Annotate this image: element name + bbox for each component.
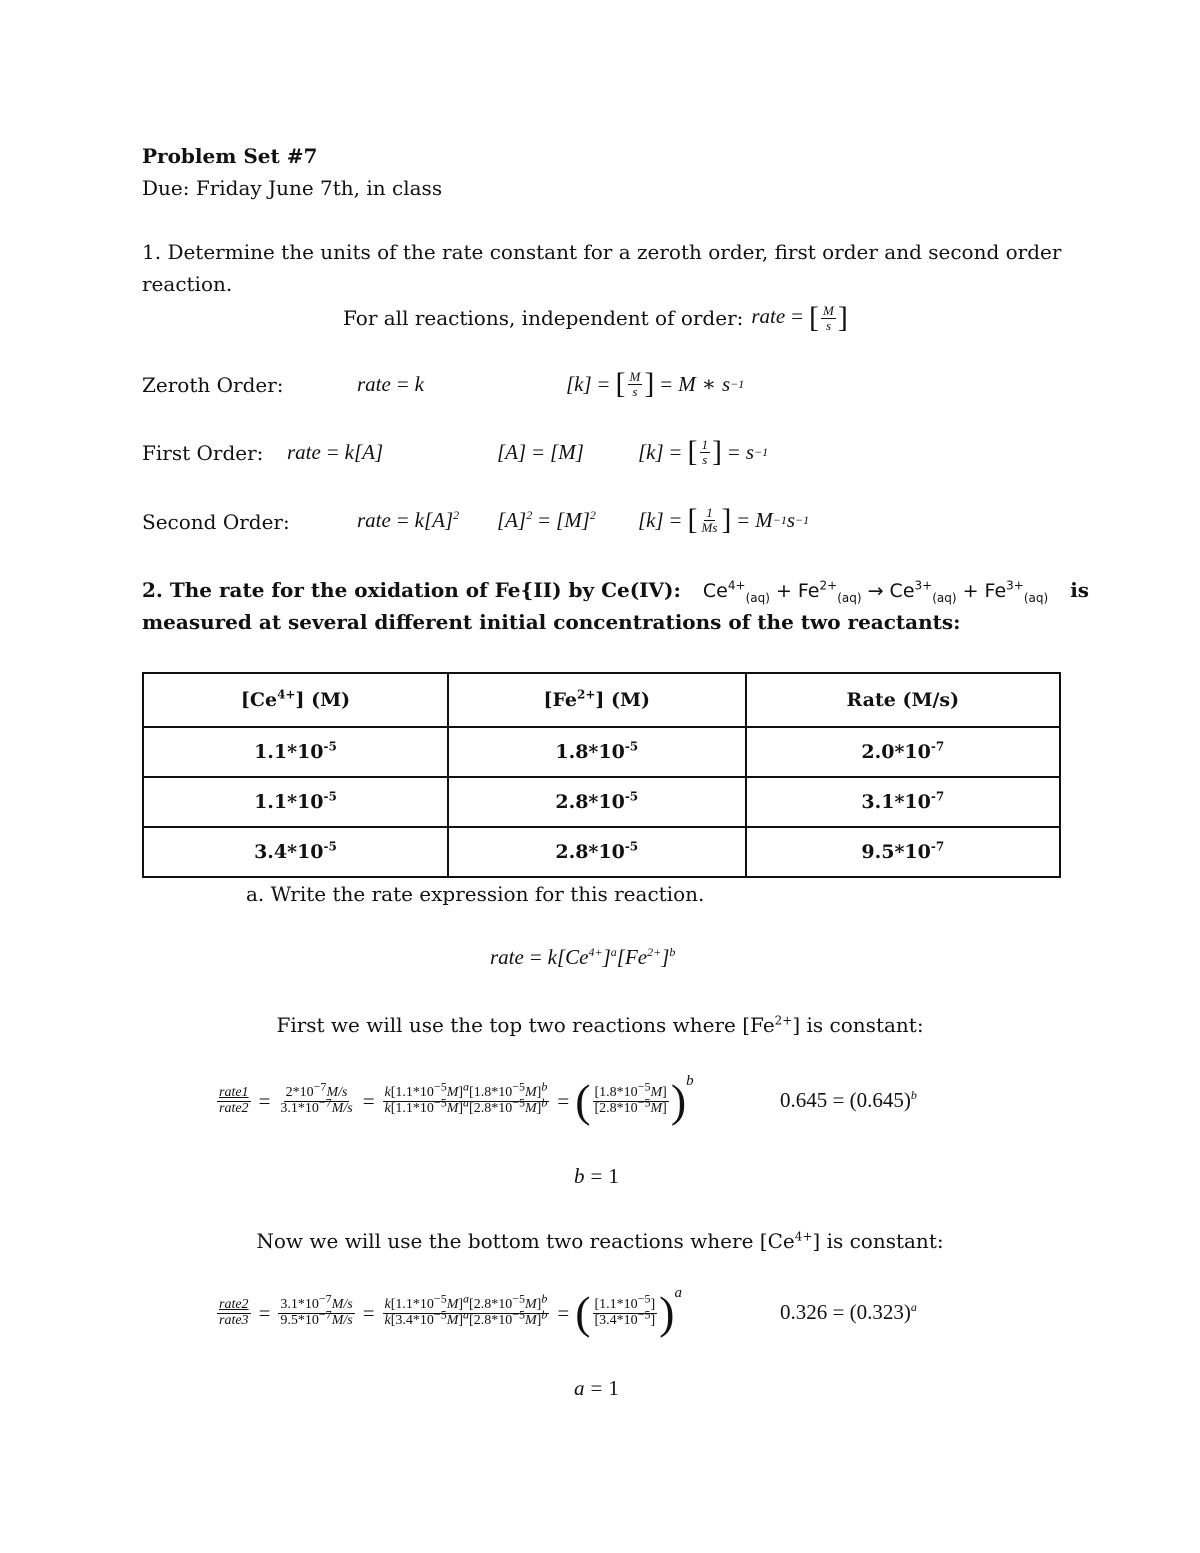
- rate-general-line: [343, 298, 848, 338]
- first-k-units: [k] = [ $\frac{1}{s}$ ] = s −1: [638, 435, 769, 468]
- col-header-rate: Rate (M/s): [746, 673, 1060, 727]
- result-a: a = 1: [574, 1376, 619, 1400]
- table-cell: $2.8*10^{-5}$: [448, 777, 746, 827]
- all-reactions-label: For all reactions, independent of order:: [343, 306, 744, 330]
- table-cell: $2.0*10^{-7}$: [746, 727, 1060, 777]
- table-cell: $1.8*10^{-5}$: [448, 727, 746, 777]
- step2-text: Now we will use the bottom two reactions where $[Ce^{4+}]$ is constant:: [256, 1229, 944, 1253]
- ratio-equation-1: $\frac{\text{rate1}}{\text{rate2}}$ = $\frac{2*10^{-7}M/s}{3.1*10^{-7}M/s}$ = $\frac{k[1.1*10^{-5}M]^a[1.8*10^{-5}M]^b}{k[1.1*10^{-5}M]^a[2.8*10^{-5}M]^b}$ = ( $\frac{[1.8*10^{-5}M]}{[2.8*10^{-5}M]}$ ) b: [219, 1073, 694, 1126]
- ratio-result-2: $0.326 = (0.323)^a$: [780, 1300, 917, 1324]
- due-date: Due: Friday June 7th, in class: [142, 176, 443, 200]
- redox-equation: $Ce^{4+}_{(aq)} + Fe^{2+}_{(aq)} \to Ce^{3+}_{(aq)} + Fe^{3+}_{(aq)}$: [702, 578, 1049, 605]
- rate-data-table: [142, 672, 1061, 878]
- q1-prompt-line1: 1. Determine the units of the rate constant for a zeroth order, first order and second order: [142, 240, 1062, 264]
- rate-expression: rate = $k[Ce^{4+}]^a[Fe^{2+}]^b$: [490, 945, 676, 969]
- table-cell: $1.1*10^{-5}$: [143, 777, 448, 827]
- ratio-equation-2: $\frac{\text{rate2}}{\text{rate3}}$ = $\frac{3.1*10^{-7}M/s}{9.5*10^{-7}M/s}$ = $\frac{k[1.1*10^{-5}M]^a[2.8*10^{-5}M]^b}{k[3.4*10^{-5}M]^a[2.8*10^{-5}M]^b}$ = ( $\frac{[1.1*10^{-5}]}{[3.4*10^{-5}]}$ ) a: [219, 1285, 682, 1338]
- ratio-result-2-text: 0.326 = (0.323): [780, 1300, 911, 1324]
- q2-prompt-start: 2. The rate for the oxidation of Fe{II) by Ce(IV):: [142, 578, 681, 602]
- table-header-row: [143, 673, 1060, 727]
- result-b: b = 1: [574, 1164, 619, 1188]
- table-row: [143, 727, 1060, 777]
- col-header-ce: $[Ce^{4+}]$ (M): [143, 673, 448, 727]
- table-cell: $9.5*10^{-7}$: [746, 827, 1060, 877]
- table-cell: $1.1*10^{-5}$: [143, 727, 448, 777]
- table-cell: $2.8*10^{-5}$: [448, 827, 746, 877]
- ratio-result-1: $0.645 = (0.645)^b$: [780, 1088, 917, 1112]
- zeroth-rate-law: rate = k: [357, 372, 424, 396]
- q1-prompt-line2: reaction.: [142, 272, 233, 296]
- step1-text: First we will use the top two reactions where $[Fe^{2+}]$ is constant:: [276, 1013, 924, 1037]
- col-header-fe: $[Fe^{2+}]$ (M): [448, 673, 746, 727]
- second-k-units: [k] = [ $\frac{1}{Ms}$ ] = M −1 s −1: [638, 503, 810, 536]
- ratio-result-1-text: 0.645 = (0.645): [780, 1088, 911, 1112]
- first-rate-law: rate = k[A]: [287, 440, 384, 464]
- first-order-label: First Order:: [142, 441, 264, 465]
- part-a-prompt: a. Write the rate expression for this reaction.: [246, 882, 705, 906]
- table-row: [143, 827, 1060, 877]
- zeroth-k-units: [k] = [ $\frac{M}{s}$ ] = M ∗ s −1: [566, 367, 745, 400]
- table-cell: $3.1*10^{-7}$: [746, 777, 1060, 827]
- q2-prompt-line2: measured at several different initial concentrations of the two reactants:: [142, 610, 961, 634]
- zeroth-order-label: Zeroth Order:: [142, 373, 284, 397]
- second-rate-law: rate = $k[A]^2$: [357, 508, 460, 532]
- q2-prompt-end: is: [1070, 578, 1090, 602]
- q2-prompt-line1: [142, 578, 1090, 605]
- table-cell: $3.4*10^{-5}$: [143, 827, 448, 877]
- table-row: [143, 777, 1060, 827]
- document-title: Problem Set #7: [142, 144, 318, 168]
- first-conc-units: [A] = [M]: [497, 440, 584, 464]
- second-order-label: Second Order:: [142, 510, 290, 534]
- rate-units-formula: rate = [ $\frac{M}{s}$ ]: [751, 301, 848, 335]
- second-conc-units: $[A]^2 = [M]^2$: [497, 508, 596, 532]
